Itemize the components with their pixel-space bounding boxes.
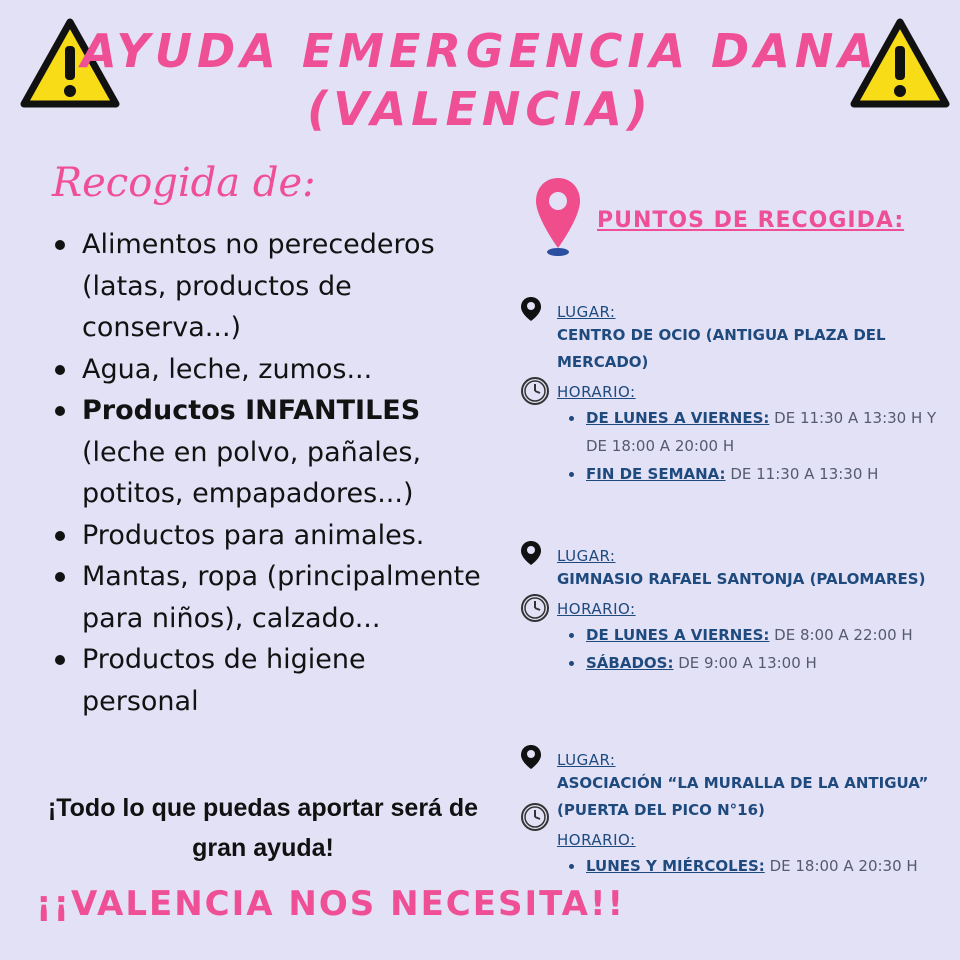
location-card [520,744,960,880]
slogan: ¡¡VALENCIA NOS NECESITA!! [36,884,625,924]
location-name: GIMNASIO RAFAEL SANTONJA (PALOMARES) [557,570,926,588]
list-item: Productos de higiene personal [50,639,490,722]
points-heading: PUNTOS DE RECOGIDA: [597,208,905,233]
schedule-list [520,621,960,677]
list-item: Mantas, ropa (principalmente para niños), calzado... [50,556,490,639]
horario-label: HORARIO: [557,831,636,849]
lugar-label: LUGAR: [557,303,616,321]
schedule-item: DE LUNES A VIERNES: DE 11:30 A 13:30 H Y DE 18:00 A 20:00 H [586,404,960,460]
page-title-line1: AYUDA EMERGENCIA DANA [81,24,879,78]
location-card [520,540,960,677]
collection-heading: Recogida de: [52,160,316,206]
location-card [520,296,960,488]
schedule-item: FIN DE SEMANA: DE 11:30 A 13:30 H [586,460,960,488]
location-name: ASOCIACIÓN “LA MURALLA DE LA ANTIGUA” (PUERTA DEL PICO N°16) [557,774,929,819]
lugar-label: LUGAR: [557,547,616,565]
location-pin-icon [520,296,542,322]
list-item: Productos INFANTILES (leche en polvo, pañales, potitos, empapadores...) [50,390,490,515]
schedule-item: LUNES Y MIÉRCOLES: DE 18:00 A 20:30 H [586,852,960,880]
schedule-list [520,852,960,880]
clock-icon [520,376,550,406]
location-pin-icon [520,744,542,770]
call-to-action: ¡Todo lo que puedas aportar será de gran ayuda! [47,794,479,862]
list-item: Agua, leche, zumos... [50,349,490,391]
page-title-line2: (VALENCIA) [307,82,653,136]
schedule-item: DE LUNES A VIERNES: DE 8:00 A 22:00 H [586,621,960,649]
clock-icon [520,593,550,623]
map-pin-icon [534,176,582,258]
list-item: Alimentos no perecederos (latas, productos de conserva...) [50,224,490,349]
schedule-list [520,404,960,488]
location-pin-icon [520,540,542,566]
clock-icon [520,802,550,832]
collection-list [50,224,490,722]
horario-label: HORARIO: [557,383,636,401]
list-item: Productos para animales. [50,515,490,557]
schedule-item: SÁBADOS: DE 9:00 A 13:00 H [586,649,960,677]
location-name: CENTRO DE OCIO (ANTIGUA PLAZA DEL MERCADO) [557,326,886,371]
horario-label: HORARIO: [557,600,636,618]
lugar-label: LUGAR: [557,751,616,769]
